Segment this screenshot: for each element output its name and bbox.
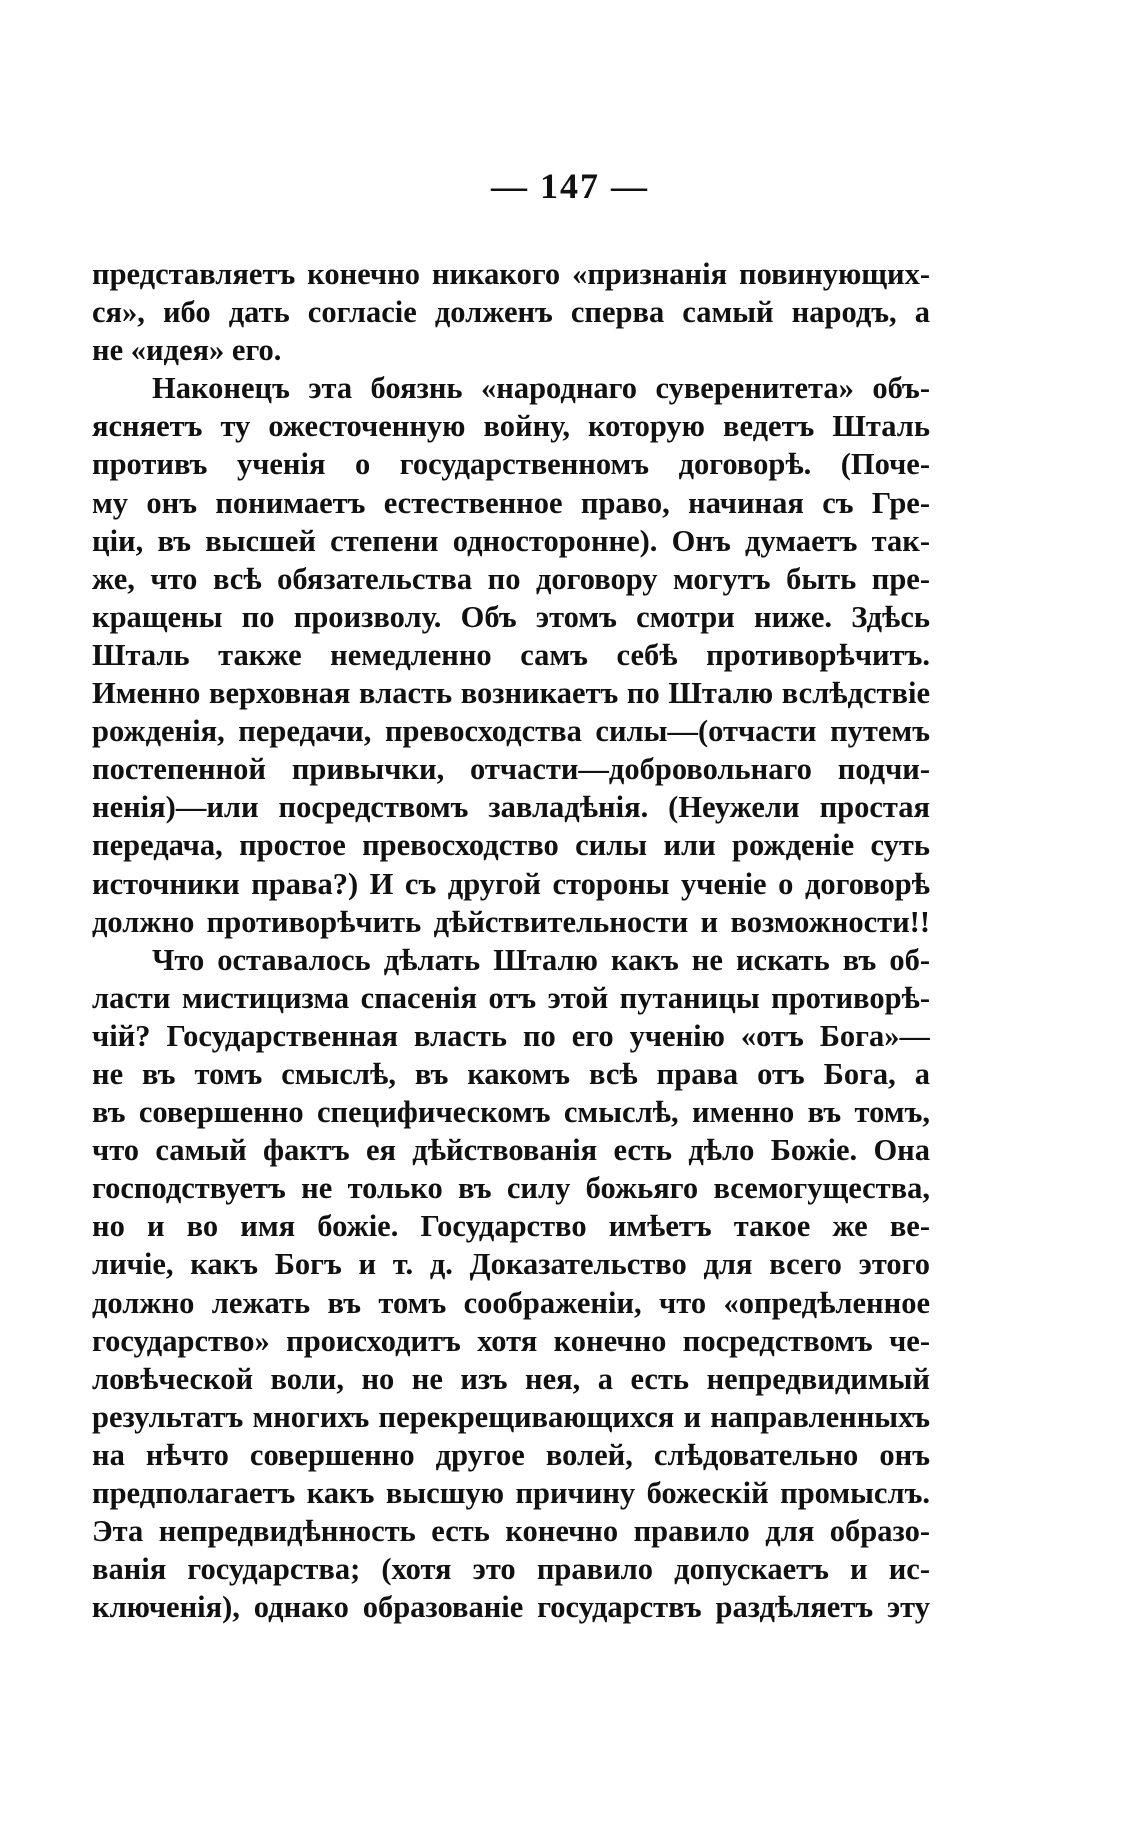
text-line: же, что всѣ обязательства по договору могутъ быть пре- [92, 561, 930, 596]
text-line: должно противорѣчить дѣйствительности и возможности!! [92, 904, 930, 939]
text-line: источники права?) И съ другой стороны ученіе о договорѣ [92, 866, 930, 901]
text-line: Наконецъ эта боязнь «народнаго суверенитета» объ- [152, 371, 930, 406]
body-text [92, 255, 930, 1626]
text-line: ласти мистицизма спасенія отъ этой путаницы противорѣ- [92, 980, 930, 1015]
text-line: му онъ понимаетъ естественное право, начиная съ Гре- [92, 485, 930, 520]
text-line: предполагаетъ какъ высшую причину божескій промыслъ. [92, 1476, 930, 1510]
text-line: рожденія, передачи, превосходства силы—(отчасти путемъ [92, 714, 930, 749]
text-line: противъ ученія о государственномъ договорѣ. (Поче- [92, 447, 930, 482]
text-line: Шталь также немедленно самъ себѣ противорѣчитъ. [92, 637, 930, 672]
text-line: ся», ибо дать согласіе долженъ сперва самый народъ, а [92, 295, 930, 330]
text-line: въ совершенно специфическомъ смыслѣ, именно въ томъ, [92, 1095, 930, 1130]
text-line: ловѣческой воли, но не изъ нея, а есть непредвидимый [92, 1361, 930, 1396]
text-line: кращены по произволу. Объ этомъ смотри ниже. Здѣсь [92, 599, 930, 634]
text-line: но и во имя божіе. Государство имѣетъ такое же ве- [92, 1209, 930, 1244]
text-line: ясняетъ ту ожесточенную войну, которую ведетъ Шталь [92, 409, 930, 444]
text-line: не «идея» его. [92, 333, 282, 368]
text-line: личіе, какъ Богъ и т. д. Доказательство для всего этого [92, 1247, 930, 1282]
text-line: ванія государства; (хотя это правило допускаетъ и ис- [92, 1552, 930, 1587]
text-line: Эта непредвидѣнность есть конечно правило для образо- [92, 1514, 930, 1549]
text-line: должно лежать въ томъ соображеніи, что «опредѣленное [92, 1285, 930, 1320]
text-line: результатъ многихъ перекрещивающихся и направленныхъ [92, 1399, 930, 1434]
text-line: Что оставалось дѣлать Шталю какъ не искать въ об- [152, 942, 930, 977]
text-line: господствуетъ не только въ силу божьяго всемогущества, [92, 1171, 930, 1206]
text-line: ціи, въ высшей степени односторонне). Онъ думаетъ так- [92, 523, 930, 558]
text-line: на нѣчто совершенно другое волей, слѣдовательно онъ [92, 1437, 930, 1472]
text-line: чій? Государственная власть по его ученію «отъ Бога»— [92, 1018, 930, 1053]
text-line: ключенія), однако образованіе государствъ раздѣляетъ эту [92, 1590, 930, 1625]
text-line: Именно верховная власть возникаетъ по Шталю вслѣдствіе [92, 676, 930, 711]
page-number: — 147 — [491, 166, 649, 206]
text-line: государство» происходитъ хотя конечно посредствомъ че- [92, 1323, 930, 1358]
text-line: ненія)—или посредствомъ завладѣнія. (Неужели простая [92, 790, 930, 825]
text-line: передача, простое превосходство силы или рожденіе суть [92, 828, 930, 863]
text-line: что самый фактъ ея дѣйствованія есть дѣло Божіе. Она [92, 1133, 930, 1168]
text-line: представляетъ конечно никакого «признанія повинующих- [92, 257, 930, 291]
text-line: не въ томъ смыслѣ, въ какомъ всѣ права отъ Бога, а [92, 1056, 930, 1091]
text-line: постепенной привычки, отчасти—добровольнаго подчи- [92, 752, 930, 787]
